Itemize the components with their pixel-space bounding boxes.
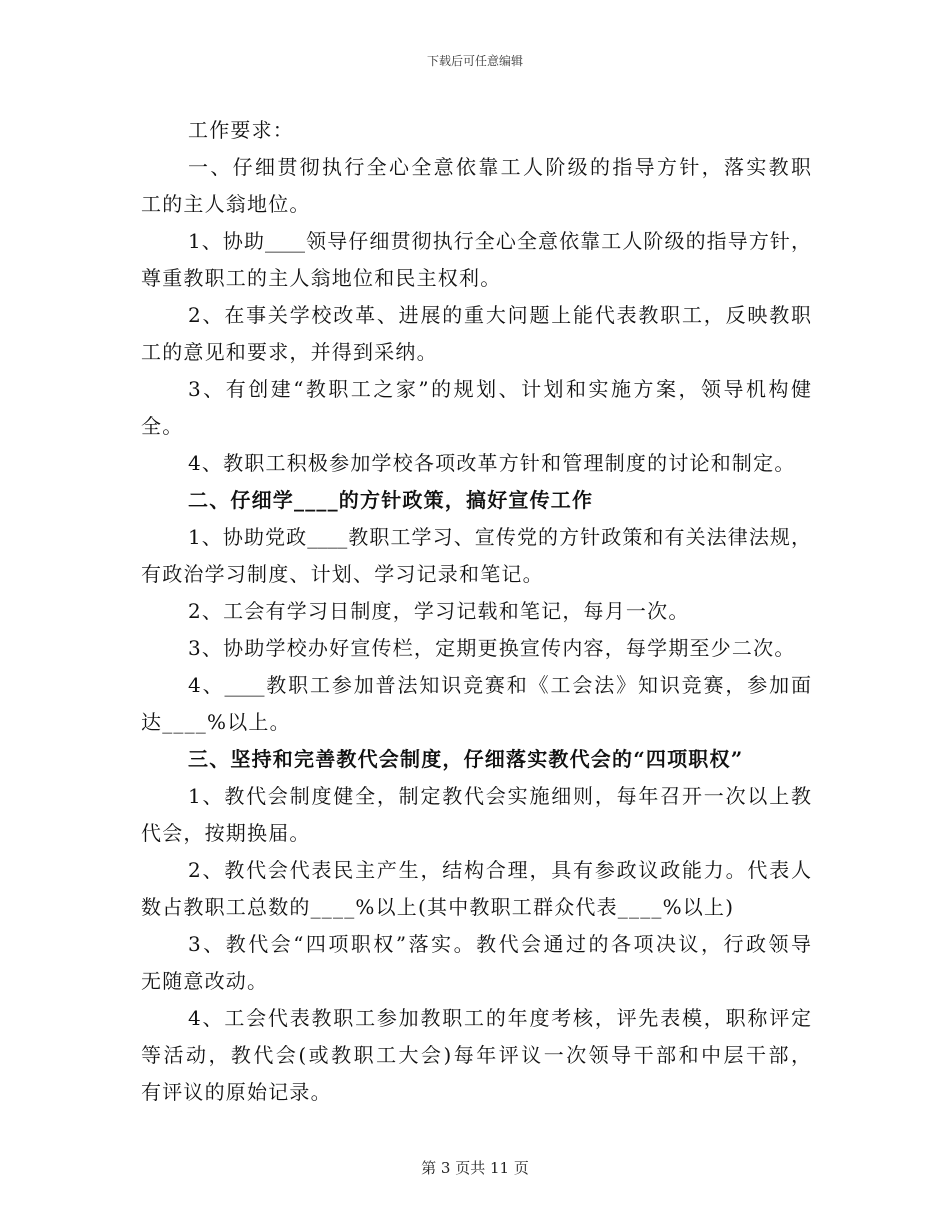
- paragraph-line: 达____%以上。: [141, 710, 291, 734]
- paragraph-line: 4、教职工积极参加学校各项改革方针和管理制度的讨论和制定。: [188, 451, 796, 475]
- paragraph-line: 全。: [141, 414, 184, 438]
- paragraph-line: 一、仔细贯彻执行全心全意依靠工人阶级的指导方针，落实教职: [188, 155, 811, 179]
- paragraph-line: 有评议的原始记录。: [141, 1080, 332, 1104]
- paragraph-line: 等活动，教代会(或教职工大会)每年评议一次领导干部和中层干部，: [141, 1043, 811, 1067]
- paragraph-line: 1、协助____领导仔细贯彻执行全心全意依靠工人阶级的指导方针，: [188, 229, 811, 253]
- section-heading-line: 三、坚持和完善教代会制度，仔细落实教代会的“四项职权”: [188, 747, 744, 771]
- paragraph-line: 工作要求：: [188, 118, 294, 142]
- section-heading-line: 二、仔细学____的方针政策，搞好宣传工作: [188, 488, 594, 512]
- paragraph-line: 2、教代会代表民主产生，结构合理，具有参政议政能力。代表人: [188, 858, 811, 882]
- paragraph-line: 4、工会代表教职工参加教职工的年度考核，评先表模，职称评定: [188, 1006, 811, 1030]
- paragraph-line: 尊重教职工的主人翁地位和民主权利。: [141, 266, 502, 290]
- paragraph-line: 3、协助学校办好宣传栏，定期更换宣传内容，每学期至少二次。: [188, 636, 796, 660]
- paragraph-line: 3、有创建“教职工之家”的规划、计划和实施方案，领导机构健: [188, 377, 811, 401]
- page-header: 下载后可任意编辑: [426, 54, 523, 68]
- paragraph-line: 2、在事关学校改革、进展的重大问题上能代表教职工，反映教职: [188, 303, 811, 327]
- paragraph-line: 4、____教职工参加普法知识竞赛和《工会法》知识竞赛，参加面: [188, 673, 811, 697]
- document-body: [141, 112, 811, 1111]
- paragraph-line: 无随意改动。: [141, 969, 269, 993]
- paragraph-line: 1、协助党政____教职工学习、宣传党的方针政策和有关法律法规，: [188, 525, 811, 549]
- paragraph-line: 3、教代会“四项职权”落实。教代会通过的各项决议，行政领导: [188, 932, 811, 956]
- page-footer: 第 3 页共 11 页: [421, 1159, 529, 1177]
- paragraph-line: 代会，按期换届。: [141, 821, 311, 845]
- paragraph-line: 有政治学习制度、计划、学习记录和笔记。: [141, 562, 544, 586]
- paragraph-line: 工的意见和要求，并得到采纳。: [141, 340, 438, 364]
- paragraph-line: 1、教代会制度健全，制定教代会实施细则，每年召开一次以上教: [188, 784, 811, 808]
- paragraph-line: 工的主人翁地位。: [141, 192, 311, 216]
- paragraph-line: 数占教职工总数的____%以上(其中教职工群众代表____%以上): [141, 895, 735, 919]
- paragraph-line: 2、工会有学习日制度，学习记载和笔记，每月一次。: [188, 599, 690, 623]
